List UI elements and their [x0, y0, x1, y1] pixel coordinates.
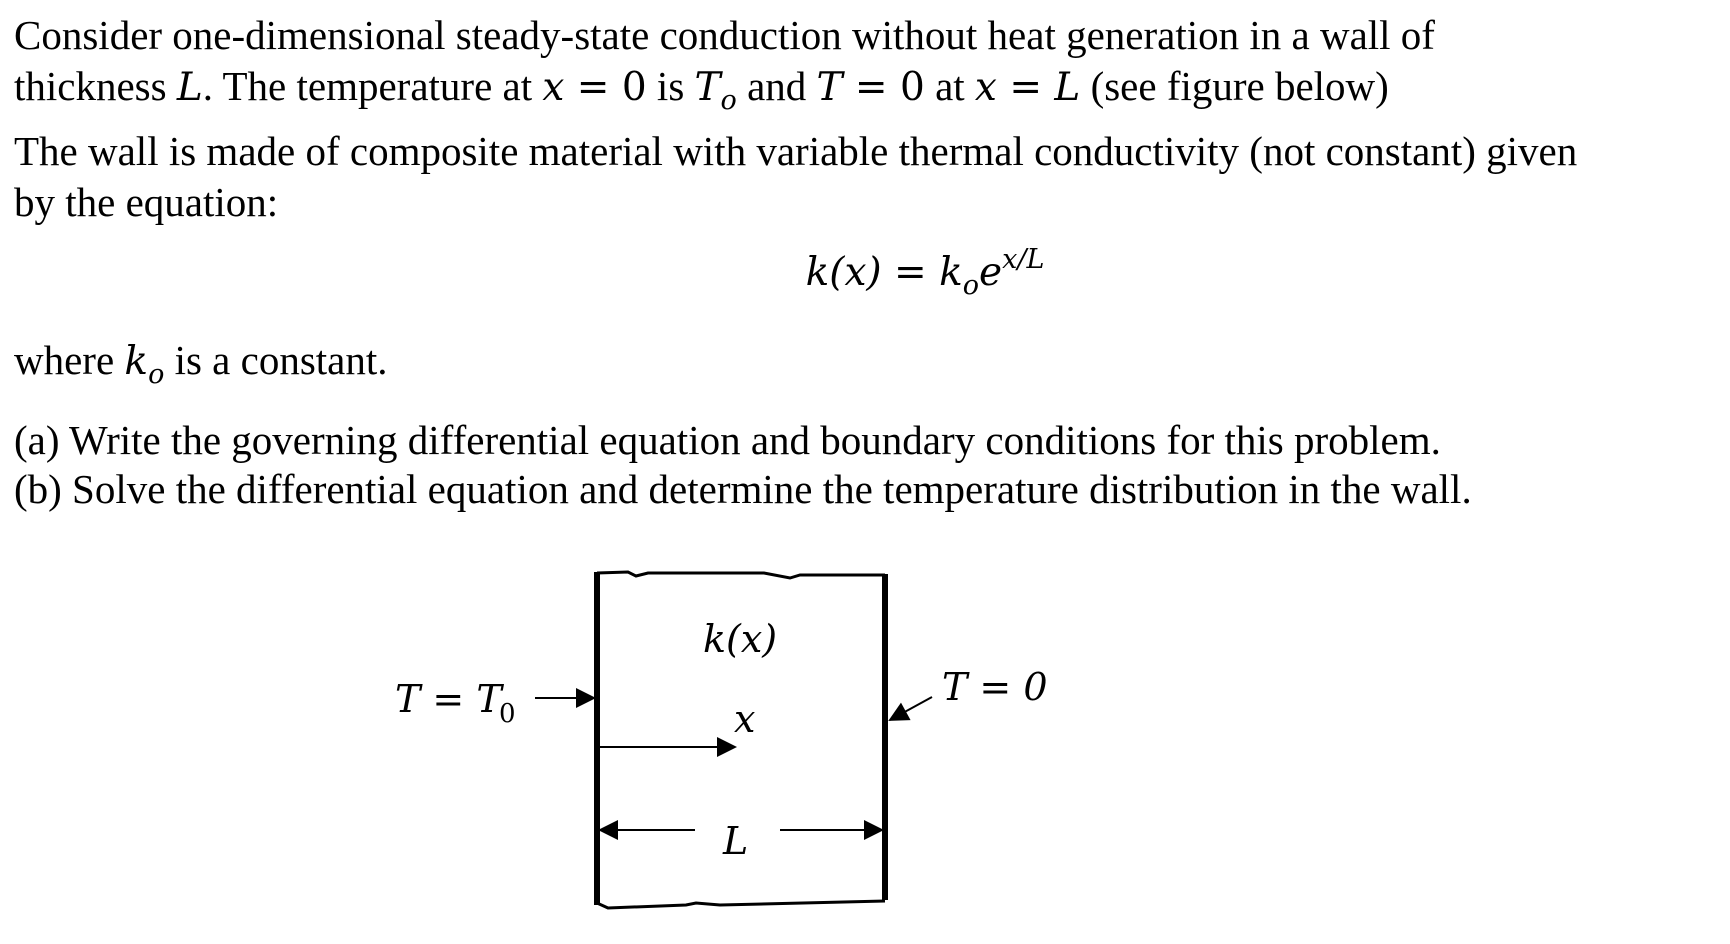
wall-bottom-break: [597, 901, 885, 908]
part-a: (a) Write the governing differential equation and boundary conditions for this problem.: [14, 417, 1441, 463]
thickness-dimension: [600, 819, 882, 863]
right-bc-arrow: [890, 697, 932, 720]
x-axis-label: x: [734, 697, 756, 741]
constant-note: where $k_o$ is a constant.: [14, 337, 388, 390]
left-boundary-condition: [395, 677, 594, 729]
left-bc-subscript: 0: [499, 699, 516, 729]
right-bc-label: T = 0: [942, 665, 1048, 709]
right-boundary-condition: [890, 665, 1048, 720]
statement-line-2: thickness L. The temperature at x = 0 is $T_o$ and T = 0 at x = L (see figure below): [14, 63, 1389, 116]
part-b: (b) Solve the differential equation and determine the temperature distribution in the wall.: [14, 466, 1472, 512]
conductivity-label: k(x): [703, 617, 778, 661]
statement-line-3: The wall is made of composite material with variable thermal conductivity (not constant) given: [14, 128, 1578, 174]
wall-top-break: [597, 572, 885, 578]
statement-line-1: Consider one-dimensional steady-state conduction without heat generation in a wall of: [14, 12, 1435, 58]
conductivity-equation: $k(x) = k_oe^{x/L}$: [805, 244, 1045, 301]
x-coordinate: [599, 697, 755, 747]
thickness-label: L: [723, 819, 749, 863]
statement-line-4: by the equation:: [14, 179, 279, 225]
left-bc-label: T = T: [395, 677, 502, 721]
